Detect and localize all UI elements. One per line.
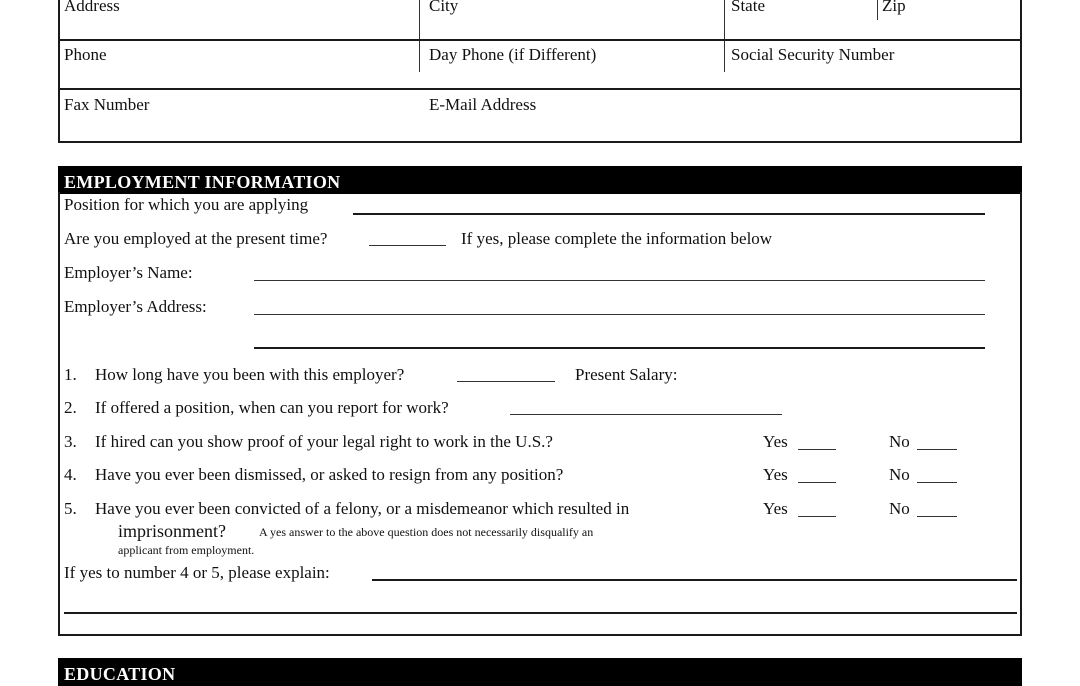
divider — [419, 0, 420, 72]
report-date-input[interactable] — [510, 414, 782, 415]
yes-label: Yes — [763, 432, 788, 451]
employer-name-input[interactable] — [254, 280, 985, 281]
disclaimer: applicant from employment. — [118, 543, 255, 557]
yes-label: Yes — [763, 465, 788, 484]
yes-input[interactable] — [798, 449, 836, 450]
explain-input-2[interactable] — [64, 612, 1017, 614]
question-number: 2. — [64, 398, 77, 417]
employer-name-label: Employer’s Name: — [64, 263, 193, 282]
yes-label: Yes — [763, 499, 788, 518]
city-field[interactable]: City — [429, 0, 459, 15]
fax-field[interactable]: Fax Number — [64, 95, 150, 114]
explain-input[interactable] — [372, 579, 1017, 581]
divider — [60, 88, 1020, 90]
divider — [60, 39, 1020, 41]
phone-field[interactable]: Phone — [64, 45, 107, 64]
explain-label: If yes to number 4 or 5, please explain: — [64, 563, 330, 582]
employer-address-input[interactable] — [254, 314, 985, 315]
zip-field[interactable]: Zip — [882, 0, 906, 15]
contact-info-box — [58, 0, 1022, 143]
employed-input[interactable] — [369, 245, 446, 246]
employed-label: Are you employed at the present time? — [64, 229, 328, 248]
question-number: 4. — [64, 465, 77, 484]
no-input[interactable] — [917, 516, 957, 517]
employment-section-header: EMPLOYMENT INFORMATION — [58, 166, 1022, 194]
position-input[interactable] — [353, 213, 985, 215]
no-label: No — [889, 465, 910, 484]
question-text: How long have you been with this employer? — [95, 365, 405, 384]
no-label: No — [889, 499, 910, 518]
email-field[interactable]: E-Mail Address — [429, 95, 537, 114]
no-label: No — [889, 432, 910, 451]
question-number: 1. — [64, 365, 77, 384]
present-salary-label: Present Salary: — [575, 365, 678, 384]
tenure-input[interactable] — [457, 381, 555, 382]
disclaimer: A yes answer to the above question does not necessarily disqualify an — [259, 525, 594, 539]
employer-address-label: Employer’s Address: — [64, 297, 207, 316]
address-field[interactable]: Address — [64, 0, 120, 15]
question-number: 5. — [64, 499, 77, 518]
yes-input[interactable] — [798, 516, 836, 517]
question-text-continued: imprisonment? — [118, 521, 226, 541]
divider — [877, 0, 878, 20]
no-input[interactable] — [917, 449, 957, 450]
ssn-field[interactable]: Social Security Number — [731, 45, 895, 64]
position-label: Position for which you are applying — [64, 195, 309, 214]
employer-address-input-2[interactable] — [254, 347, 985, 349]
question-number: 3. — [64, 432, 77, 451]
education-section-header: EDUCATION — [58, 658, 1022, 686]
yes-input[interactable] — [798, 482, 836, 483]
question-text: If hired can you show proof of your legal right to work in the U.S.? — [95, 432, 553, 451]
state-field[interactable]: State — [731, 0, 765, 15]
question-text: Have you ever been convicted of a felony, or a misdemeanor which resulted in — [95, 499, 630, 518]
day-phone-field[interactable]: Day Phone (if Different) — [429, 45, 597, 64]
no-input[interactable] — [917, 482, 957, 483]
employed-note: If yes, please complete the information below — [461, 229, 773, 248]
divider — [724, 0, 725, 72]
question-text: If offered a position, when can you report for work? — [95, 398, 449, 417]
question-text: Have you ever been dismissed, or asked to resign from any position? — [95, 465, 564, 484]
